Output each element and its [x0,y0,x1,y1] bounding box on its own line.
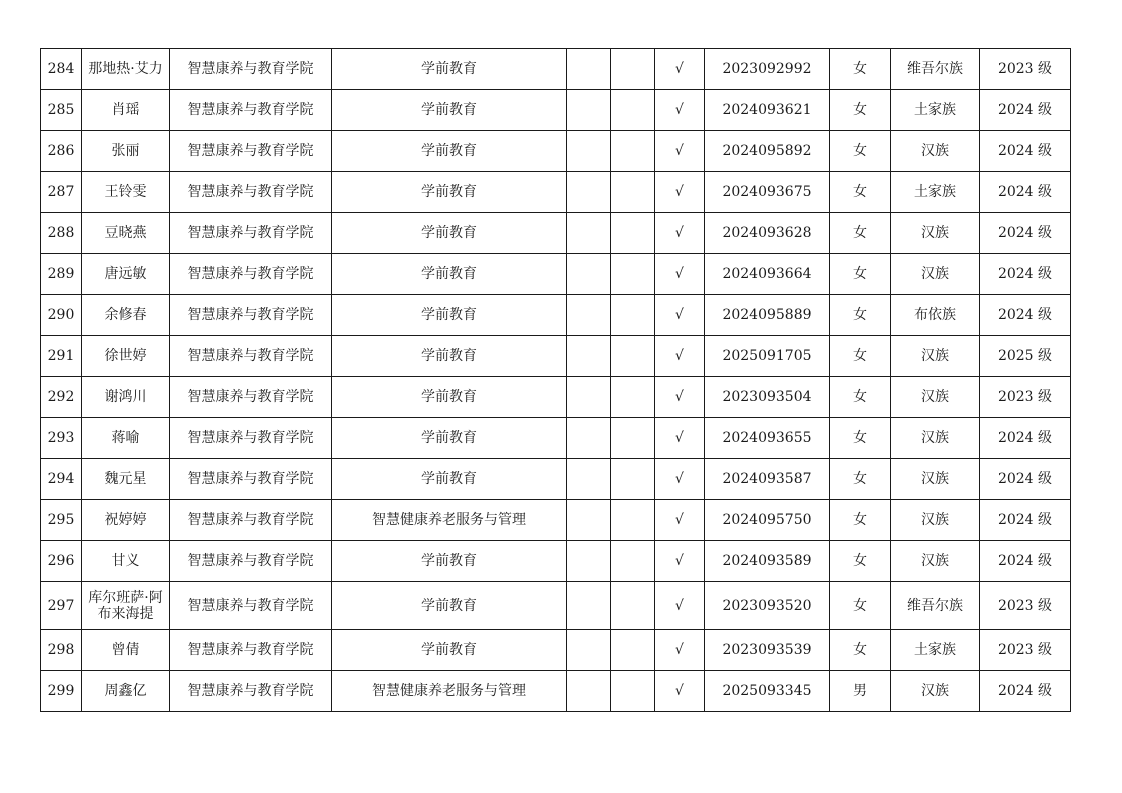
major-name: 学前教育 [332,49,567,90]
student-id: 2024093587 [705,459,830,500]
check-mark: √ [655,377,705,418]
student-name: 谢鸿川 [82,377,170,418]
check-mark: √ [655,630,705,671]
ethnicity: 维吾尔族 [891,49,980,90]
blank-cell-b [611,295,655,336]
student-id: 2023093539 [705,630,830,671]
gender: 女 [830,582,891,630]
check-mark: √ [655,213,705,254]
ethnicity: 汉族 [891,500,980,541]
gender: 女 [830,131,891,172]
roster-body [41,49,1071,712]
gender: 女 [830,172,891,213]
ethnicity: 土家族 [891,630,980,671]
student-id: 2024093664 [705,254,830,295]
major-name: 智慧健康养老服务与管理 [332,671,567,712]
grade: 2024 级 [980,671,1071,712]
table-row [41,418,1071,459]
table-row [41,49,1071,90]
check-mark: √ [655,131,705,172]
gender: 女 [830,336,891,377]
ethnicity: 汉族 [891,418,980,459]
student-name: 唐远敏 [82,254,170,295]
row-number: 298 [41,630,82,671]
student-id: 2025093345 [705,671,830,712]
blank-cell-a [567,459,611,500]
college-name: 智慧康养与教育学院 [170,459,332,500]
major-name: 学前教育 [332,418,567,459]
blank-cell-a [567,500,611,541]
table-row [41,582,1071,630]
student-name: 曾倩 [82,630,170,671]
student-id: 2024093675 [705,172,830,213]
blank-cell-a [567,295,611,336]
check-mark: √ [655,418,705,459]
ethnicity: 汉族 [891,377,980,418]
blank-cell-b [611,582,655,630]
ethnicity: 土家族 [891,172,980,213]
blank-cell-b [611,671,655,712]
major-name: 学前教育 [332,630,567,671]
table-row [41,131,1071,172]
blank-cell-a [567,90,611,131]
student-id: 2023093504 [705,377,830,418]
table-row [41,295,1071,336]
grade: 2023 级 [980,377,1071,418]
ethnicity: 汉族 [891,213,980,254]
major-name: 学前教育 [332,377,567,418]
table-row [41,377,1071,418]
blank-cell-b [611,418,655,459]
college-name: 智慧康养与教育学院 [170,582,332,630]
blank-cell-a [567,582,611,630]
grade: 2024 级 [980,131,1071,172]
row-number: 288 [41,213,82,254]
blank-cell-b [611,213,655,254]
ethnicity: 汉族 [891,131,980,172]
row-number: 289 [41,254,82,295]
blank-cell-a [567,671,611,712]
table-row [41,213,1071,254]
row-number: 285 [41,90,82,131]
college-name: 智慧康养与教育学院 [170,49,332,90]
table-row [41,172,1071,213]
check-mark: √ [655,49,705,90]
check-mark: √ [655,582,705,630]
student-name: 祝婷婷 [82,500,170,541]
table-row [41,630,1071,671]
student-name: 魏元星 [82,459,170,500]
student-id: 2023092992 [705,49,830,90]
grade: 2023 级 [980,49,1071,90]
student-name: 王铃雯 [82,172,170,213]
grade: 2024 级 [980,418,1071,459]
student-id: 2024095892 [705,131,830,172]
gender: 女 [830,213,891,254]
college-name: 智慧康养与教育学院 [170,90,332,131]
grade: 2024 级 [980,90,1071,131]
blank-cell-b [611,90,655,131]
major-name: 学前教育 [332,582,567,630]
gender: 女 [830,377,891,418]
gender: 男 [830,671,891,712]
student-name: 徐世婷 [82,336,170,377]
blank-cell-b [611,630,655,671]
major-name: 学前教育 [332,254,567,295]
row-number: 297 [41,582,82,630]
student-name: 张丽 [82,131,170,172]
grade: 2024 级 [980,295,1071,336]
college-name: 智慧康养与教育学院 [170,630,332,671]
student-id: 2024093589 [705,541,830,582]
blank-cell-a [567,377,611,418]
row-number: 299 [41,671,82,712]
student-id: 2024093621 [705,90,830,131]
major-name: 学前教育 [332,336,567,377]
blank-cell-a [567,49,611,90]
row-number: 292 [41,377,82,418]
college-name: 智慧康养与教育学院 [170,500,332,541]
check-mark: √ [655,295,705,336]
major-name: 学前教育 [332,541,567,582]
major-name: 学前教育 [332,90,567,131]
blank-cell-a [567,254,611,295]
grade: 2023 级 [980,630,1071,671]
table-row [41,336,1071,377]
blank-cell-b [611,336,655,377]
blank-cell-b [611,172,655,213]
college-name: 智慧康养与教育学院 [170,213,332,254]
blank-cell-a [567,336,611,377]
blank-cell-a [567,213,611,254]
row-number: 286 [41,131,82,172]
student-id: 2024095750 [705,500,830,541]
row-number: 296 [41,541,82,582]
grade: 2024 级 [980,459,1071,500]
grade: 2024 级 [980,172,1071,213]
check-mark: √ [655,671,705,712]
ethnicity: 汉族 [891,254,980,295]
student-id: 2025091705 [705,336,830,377]
major-name: 学前教育 [332,213,567,254]
college-name: 智慧康养与教育学院 [170,377,332,418]
table-row [41,90,1071,131]
check-mark: √ [655,459,705,500]
grade: 2024 级 [980,254,1071,295]
blank-cell-b [611,377,655,418]
student-id: 2024095889 [705,295,830,336]
check-mark: √ [655,500,705,541]
row-number: 284 [41,49,82,90]
college-name: 智慧康养与教育学院 [170,295,332,336]
student-name: 蒋喻 [82,418,170,459]
blank-cell-b [611,541,655,582]
gender: 女 [830,630,891,671]
check-mark: √ [655,172,705,213]
blank-cell-b [611,131,655,172]
blank-cell-a [567,630,611,671]
student-name: 那地热·艾力 [82,49,170,90]
student-name: 库尔班萨·阿布来海提 [82,582,170,630]
gender: 女 [830,254,891,295]
grade: 2023 级 [980,582,1071,630]
major-name: 学前教育 [332,172,567,213]
gender: 女 [830,418,891,459]
college-name: 智慧康养与教育学院 [170,172,332,213]
blank-cell-a [567,541,611,582]
table-row [41,254,1071,295]
row-number: 293 [41,418,82,459]
gender: 女 [830,90,891,131]
student-id: 2023093520 [705,582,830,630]
blank-cell-b [611,49,655,90]
gender: 女 [830,459,891,500]
college-name: 智慧康养与教育学院 [170,671,332,712]
ethnicity: 维吾尔族 [891,582,980,630]
row-number: 287 [41,172,82,213]
student-name: 周鑫亿 [82,671,170,712]
major-name: 学前教育 [332,295,567,336]
blank-cell-a [567,418,611,459]
grade: 2024 级 [980,541,1071,582]
check-mark: √ [655,541,705,582]
blank-cell-a [567,172,611,213]
college-name: 智慧康养与教育学院 [170,541,332,582]
check-mark: √ [655,90,705,131]
table-row [41,671,1071,712]
blank-cell-b [611,459,655,500]
grade: 2024 级 [980,500,1071,541]
student-id: 2024093655 [705,418,830,459]
blank-cell-a [567,131,611,172]
major-name: 学前教育 [332,459,567,500]
table-row [41,500,1071,541]
row-number: 294 [41,459,82,500]
ethnicity: 汉族 [891,336,980,377]
ethnicity: 汉族 [891,459,980,500]
grade: 2025 级 [980,336,1071,377]
major-name: 学前教育 [332,131,567,172]
blank-cell-b [611,500,655,541]
grade: 2024 级 [980,213,1071,254]
ethnicity: 汉族 [891,541,980,582]
student-name: 余修春 [82,295,170,336]
row-number: 291 [41,336,82,377]
college-name: 智慧康养与教育学院 [170,131,332,172]
student-roster-table [40,48,1071,712]
ethnicity: 布依族 [891,295,980,336]
check-mark: √ [655,254,705,295]
ethnicity: 土家族 [891,90,980,131]
student-id: 2024093628 [705,213,830,254]
ethnicity: 汉族 [891,671,980,712]
student-name: 豆晓燕 [82,213,170,254]
row-number: 290 [41,295,82,336]
college-name: 智慧康养与教育学院 [170,418,332,459]
gender: 女 [830,49,891,90]
gender: 女 [830,295,891,336]
check-mark: √ [655,336,705,377]
blank-cell-b [611,254,655,295]
table-row [41,459,1071,500]
gender: 女 [830,500,891,541]
row-number: 295 [41,500,82,541]
student-name: 甘义 [82,541,170,582]
major-name: 智慧健康养老服务与管理 [332,500,567,541]
student-name: 肖瑶 [82,90,170,131]
college-name: 智慧康养与教育学院 [170,254,332,295]
table-row [41,541,1071,582]
college-name: 智慧康养与教育学院 [170,336,332,377]
gender: 女 [830,541,891,582]
